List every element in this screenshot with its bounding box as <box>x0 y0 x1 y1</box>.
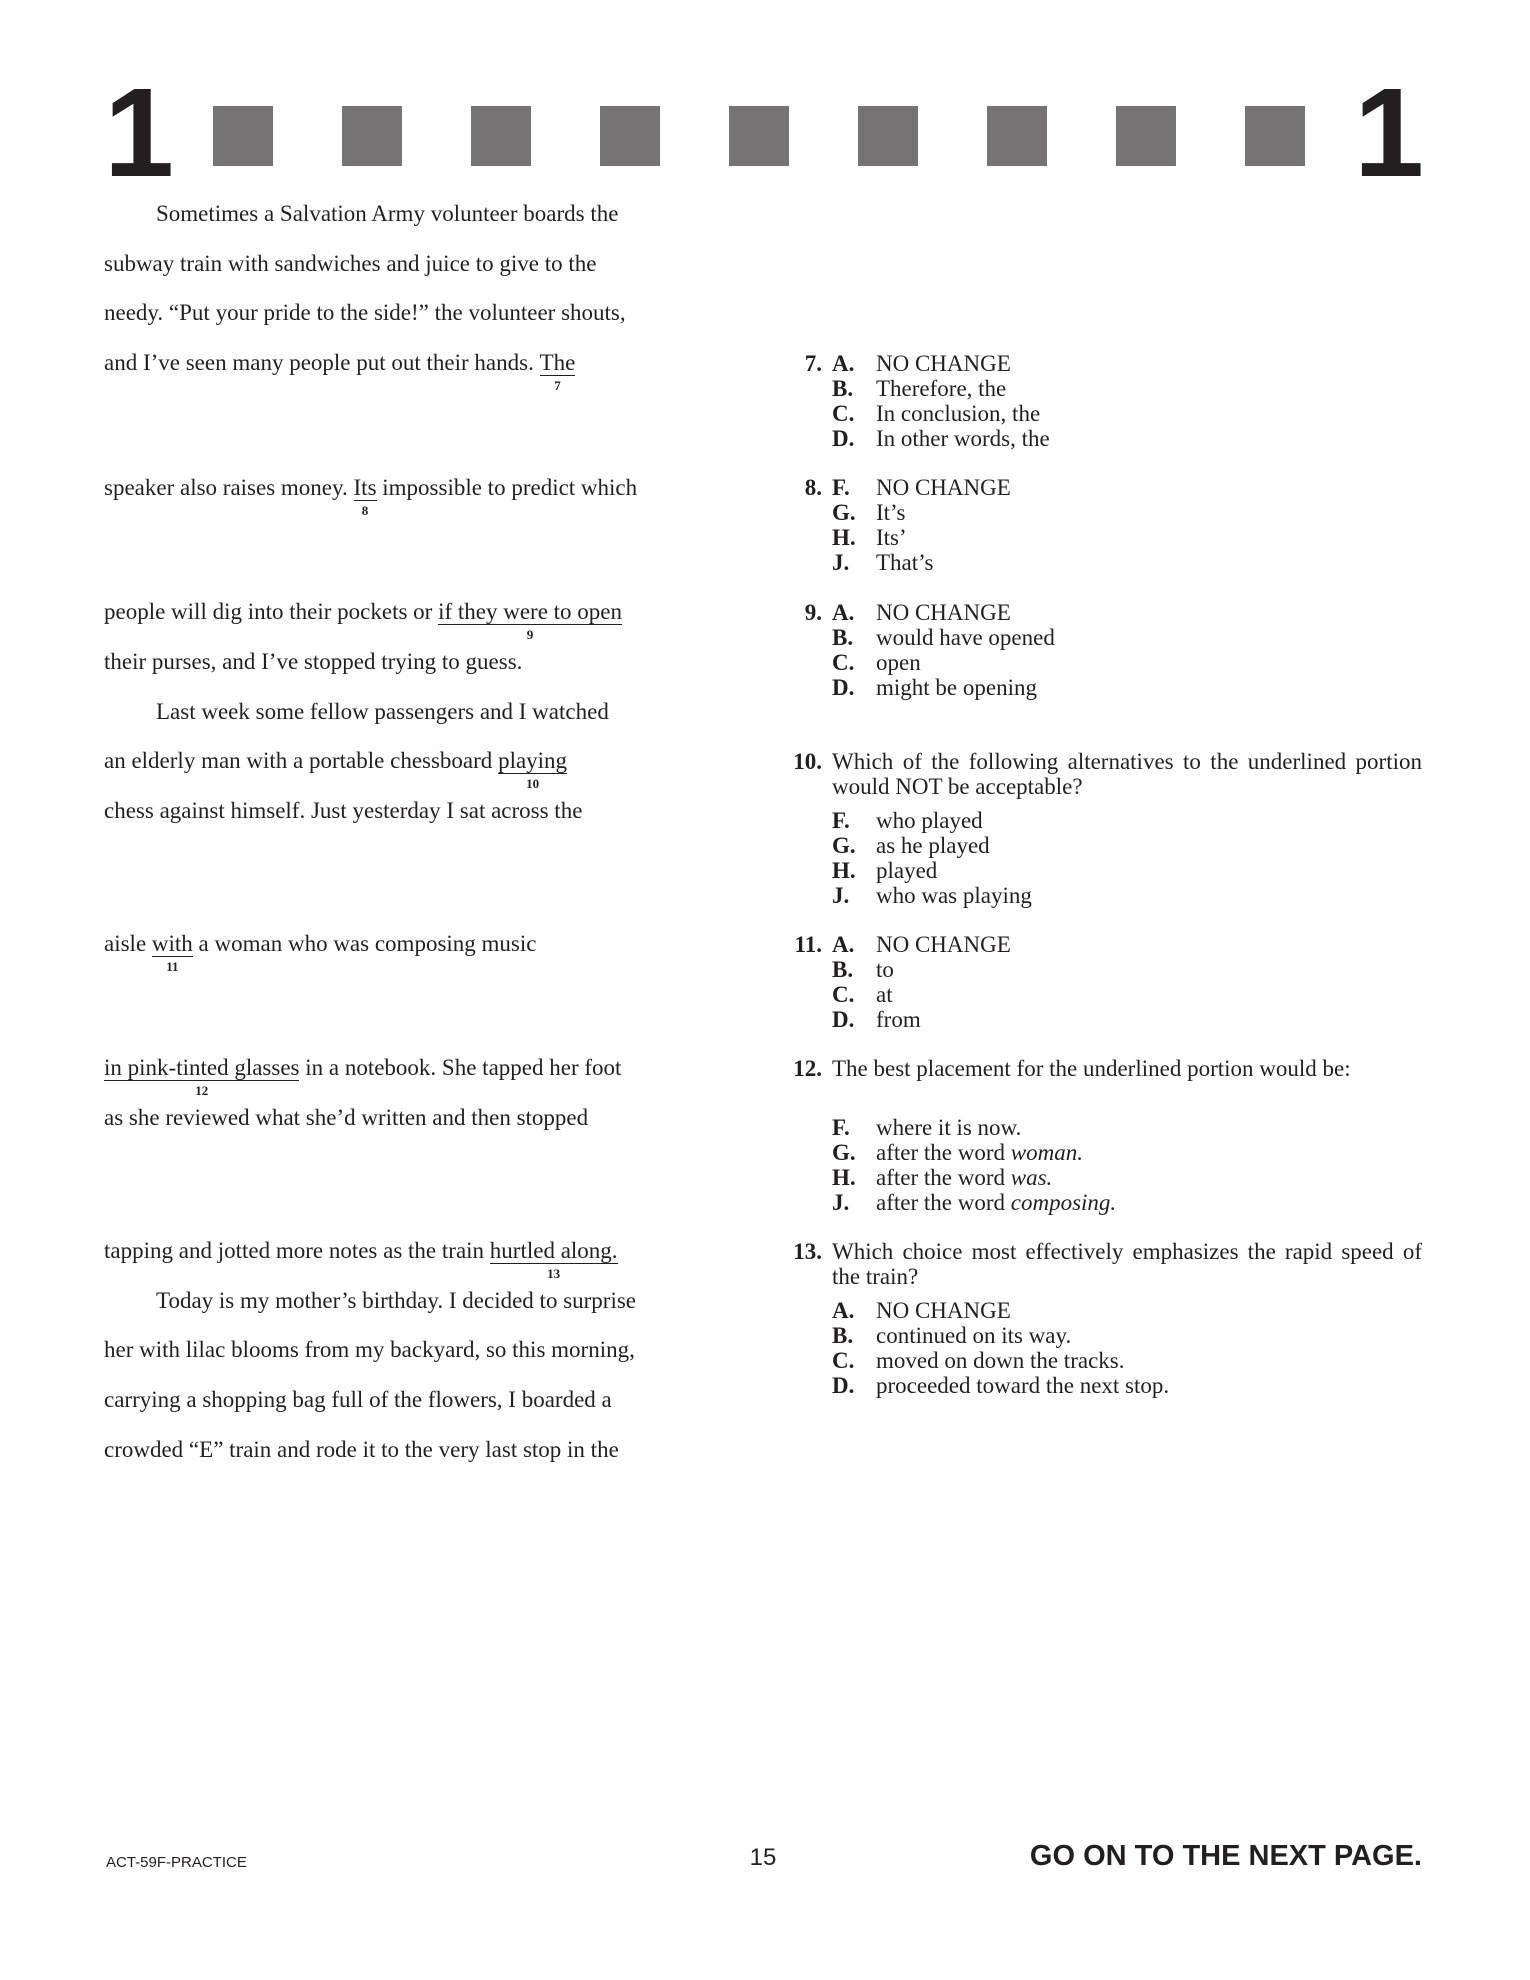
passage-line: needy. “Put your pride to the side!” the volunteer shouts, <box>104 300 626 325</box>
answer-option[interactable]: J. That’s <box>832 550 934 575</box>
answer-option[interactable]: D. might be opening <box>832 675 1037 700</box>
answer-option[interactable]: D. In other words, the <box>832 426 1050 451</box>
form-code: ACT-59F-PRACTICE <box>106 1854 247 1871</box>
passage-line: people will dig into their pockets or if they were to open 9 <box>104 599 623 642</box>
section-number-left: 1 <box>104 62 175 203</box>
underlined-portion-8: Its 8 <box>353 475 377 518</box>
answer-option[interactable]: H. Its’ <box>832 525 907 550</box>
question-number: 11. <box>794 932 822 957</box>
answer-option[interactable]: A. NO CHANGE <box>832 351 1011 376</box>
passage-line: an elderly man with a portable chessboard playing 10 <box>104 748 568 791</box>
answer-option[interactable]: H. after the word was. <box>832 1165 1053 1190</box>
answer-option[interactable]: C. open <box>832 650 921 675</box>
answer-option[interactable]: G. It’s <box>832 500 906 525</box>
passage-line: aisle with 11 a woman who was composing music <box>104 931 537 974</box>
question-stem: Which of the following alternatives to the underlined portion would NOT be acceptable? <box>832 749 1422 799</box>
passage-line: tapping and jotted more notes as the train hurtled along. 13 <box>104 1238 618 1281</box>
question-marker-9: 9 <box>526 627 534 642</box>
page-number: 15 <box>749 1844 777 1871</box>
passage-line: chess against himself. Just yesterday I sat across the <box>104 798 583 823</box>
section-number-right: 1 <box>1354 62 1425 203</box>
answer-option[interactable]: C. moved on down the tracks. <box>832 1348 1125 1373</box>
answer-option[interactable]: B. continued on its way. <box>832 1323 1072 1348</box>
question-number: 12. <box>793 1056 822 1081</box>
header-square <box>1116 106 1176 166</box>
answer-option[interactable]: G. as he played <box>832 833 990 858</box>
answer-option[interactable]: J. after the word composing. <box>832 1190 1117 1215</box>
question-marker-10: 10 <box>526 776 540 791</box>
answer-option[interactable]: A. NO CHANGE <box>832 600 1011 625</box>
question-marker-7: 7 <box>554 378 561 393</box>
answer-option[interactable]: F. where it is now. <box>832 1115 1022 1140</box>
answer-option[interactable]: H. played <box>832 858 938 883</box>
passage-line: crowded “E” train and rode it to the very last stop in the <box>104 1437 619 1462</box>
passage-line: carrying a shopping bag full of the flowers, I boarded a <box>104 1387 612 1412</box>
question-number: 10. <box>793 749 822 774</box>
header-square <box>858 106 918 166</box>
question-marker-13: 13 <box>547 1266 561 1281</box>
underlined-portion-10: playing 10 <box>498 748 568 791</box>
underlined-portion-9: if they were to open 9 <box>438 599 623 642</box>
header-square <box>342 106 402 166</box>
answer-option[interactable]: F. NO CHANGE <box>832 475 1011 500</box>
passage-line: in pink-tinted glasses 12 in a notebook. She tapped her foot <box>104 1055 622 1098</box>
answer-option[interactable]: D. from <box>832 1007 921 1032</box>
passage-line: Sometimes a Salvation Army volunteer boards the <box>156 201 619 226</box>
question-stem: The best placement for the underlined portion would be: <box>832 1056 1351 1081</box>
header-square <box>471 106 531 166</box>
header-square <box>987 106 1047 166</box>
question-stem: Which choice most effectively emphasizes the rapid speed of the train? <box>832 1239 1422 1289</box>
question-number: 13. <box>793 1239 822 1264</box>
passage-line: subway train with sandwiches and juice to give to the <box>104 251 597 276</box>
passage-line: Last week some fellow passengers and I watched <box>156 699 609 724</box>
header-square <box>213 106 273 166</box>
question-marker-12: 12 <box>195 1083 209 1098</box>
passage-line: their purses, and I’ve stopped trying to guess. <box>104 649 523 674</box>
passage-line: speaker also raises money. Its 8 impossible to predict which <box>104 475 638 518</box>
passage-line: her with lilac blooms from my backyard, so this morning, <box>104 1337 635 1362</box>
underlined-portion-13: hurtled along. 13 <box>489 1238 618 1281</box>
answer-option[interactable]: A. NO CHANGE <box>832 932 1011 957</box>
header-square <box>600 106 660 166</box>
question-number: 8. <box>804 475 822 500</box>
answer-option[interactable]: A. NO CHANGE <box>832 1298 1011 1323</box>
question-marker-11: 11 <box>166 959 179 974</box>
underlined-portion-7: The 7 <box>539 350 576 393</box>
answer-option[interactable]: F. who played <box>832 808 983 833</box>
answer-option[interactable]: C. at <box>832 982 893 1007</box>
passage-line: as she reviewed what she’d written and then stopped <box>104 1105 589 1130</box>
header-square <box>729 106 789 166</box>
passage-line: and I’ve seen many people put out their hands. The 7 <box>104 350 576 393</box>
answer-option[interactable]: G. after the word woman. <box>832 1140 1083 1165</box>
underlined-portion-12: in pink-tinted glasses 12 <box>104 1055 300 1098</box>
question-number: 9. <box>804 600 822 625</box>
answer-option[interactable]: C. In conclusion, the <box>832 401 1041 426</box>
passage-line: Today is my mother’s birthday. I decided to surprise <box>156 1288 637 1313</box>
underlined-portion-11: with 11 <box>151 931 193 974</box>
answer-option[interactable]: D. proceeded toward the next stop. <box>832 1373 1170 1398</box>
answer-option[interactable]: B. Therefore, the <box>832 376 1007 401</box>
next-page-notice: GO ON TO THE NEXT PAGE. <box>1029 1840 1422 1872</box>
answer-option[interactable]: B. to <box>832 957 894 982</box>
answer-option[interactable]: B. would have opened <box>832 625 1055 650</box>
question-number: 7. <box>804 351 822 376</box>
question-marker-8: 8 <box>361 503 369 518</box>
header-square <box>1245 106 1305 166</box>
answer-option[interactable]: J. who was playing <box>832 883 1032 908</box>
